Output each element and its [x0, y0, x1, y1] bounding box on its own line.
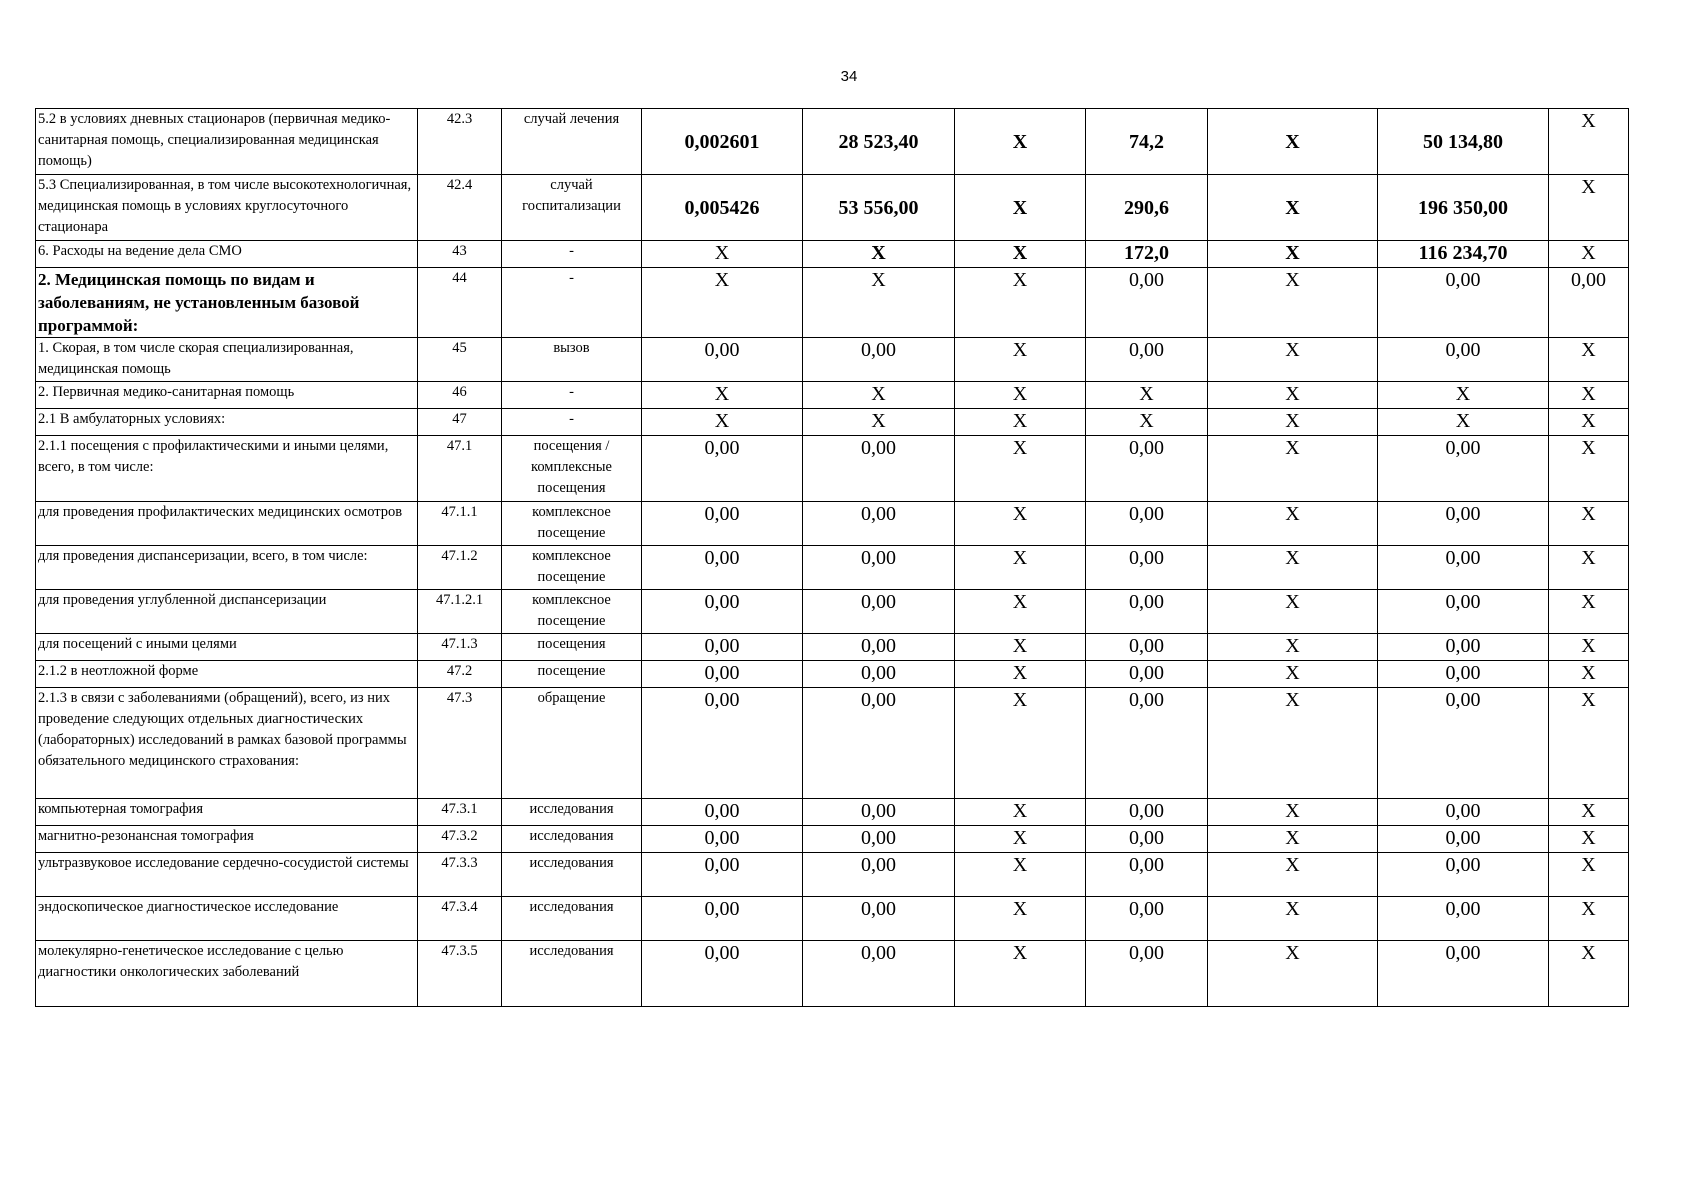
row-code: 47.3	[418, 688, 502, 799]
cell-col-4: 0,00	[1086, 268, 1208, 338]
row-name: 5.3 Специализированная, в том числе высокотехнологичная, медицинская помощь в условиях круглосуточного стационара	[36, 175, 418, 241]
cell-col-5: X	[1208, 634, 1378, 661]
table-row	[36, 826, 1629, 853]
row-name: для проведения углубленной диспансеризации	[36, 590, 418, 634]
cell-col-4: 0,00	[1086, 897, 1208, 941]
row-name: 2.1.2 в неотложной форме	[36, 661, 418, 688]
cell-col-2: 0,00	[803, 546, 955, 590]
cell-col-5: X	[1208, 338, 1378, 382]
cell-col-2: 0,00	[803, 941, 955, 1007]
cell-col-5: X	[1208, 853, 1378, 897]
row-name: для проведения профилактических медицинских осмотров	[36, 502, 418, 546]
cell-col-4: 0,00	[1086, 853, 1208, 897]
cell-col-7: X	[1549, 546, 1629, 590]
row-code: 47.3.2	[418, 826, 502, 853]
financing-table	[35, 108, 1629, 1007]
cell-col-4: 0,00	[1086, 436, 1208, 502]
cell-col-4: 0,00	[1086, 941, 1208, 1007]
cell-col-5: X	[1208, 175, 1378, 241]
cell-col-4: 0,00	[1086, 799, 1208, 826]
cell-col-7: X	[1549, 799, 1629, 826]
cell-col-4: 0,00	[1086, 338, 1208, 382]
cell-col-5: X	[1208, 109, 1378, 175]
table-row	[36, 502, 1629, 546]
row-code: 47.1.1	[418, 502, 502, 546]
row-unit: посещения	[502, 634, 642, 661]
cell-col-6: 0,00	[1378, 338, 1549, 382]
cell-col-1: 0,00	[642, 799, 803, 826]
cell-col-7: X	[1549, 826, 1629, 853]
cell-col-3: X	[955, 409, 1086, 436]
cell-col-1: 0,005426	[642, 175, 803, 241]
row-unit: исследования	[502, 826, 642, 853]
row-code: 47.1.2	[418, 546, 502, 590]
cell-col-6: 0,00	[1378, 661, 1549, 688]
cell-col-7: X	[1549, 109, 1629, 175]
cell-col-7: X	[1549, 241, 1629, 268]
row-code: 46	[418, 382, 502, 409]
cell-col-7: X	[1549, 634, 1629, 661]
cell-col-2: X	[803, 268, 955, 338]
cell-col-5: X	[1208, 590, 1378, 634]
cell-col-2: X	[803, 382, 955, 409]
row-unit: -	[502, 241, 642, 268]
cell-col-3: X	[955, 241, 1086, 268]
cell-col-5: X	[1208, 382, 1378, 409]
table-row	[36, 338, 1629, 382]
cell-col-4: 0,00	[1086, 634, 1208, 661]
cell-col-7: X	[1549, 688, 1629, 799]
cell-col-6: 116 234,70	[1378, 241, 1549, 268]
cell-col-6: 0,00	[1378, 826, 1549, 853]
cell-col-7: X	[1549, 436, 1629, 502]
table-row	[36, 941, 1629, 1007]
cell-col-2: X	[803, 409, 955, 436]
table-row	[36, 590, 1629, 634]
cell-col-1: 0,00	[642, 590, 803, 634]
table-row	[36, 634, 1629, 661]
cell-col-5: X	[1208, 241, 1378, 268]
cell-col-4: 290,6	[1086, 175, 1208, 241]
cell-col-2: 0,00	[803, 338, 955, 382]
row-unit: комплексное посещение	[502, 590, 642, 634]
row-unit: вызов	[502, 338, 642, 382]
row-unit: комплексное посещение	[502, 502, 642, 546]
cell-col-1: 0,00	[642, 897, 803, 941]
cell-col-6: X	[1378, 382, 1549, 409]
table-row	[36, 853, 1629, 897]
cell-col-6: 0,00	[1378, 268, 1549, 338]
cell-col-7: X	[1549, 382, 1629, 409]
cell-col-3: X	[955, 268, 1086, 338]
row-unit: посещения / комплексные посещения	[502, 436, 642, 502]
cell-col-5: X	[1208, 799, 1378, 826]
row-code: 47.3.3	[418, 853, 502, 897]
cell-col-5: X	[1208, 268, 1378, 338]
cell-col-2: 0,00	[803, 897, 955, 941]
cell-col-5: X	[1208, 688, 1378, 799]
cell-col-3: X	[955, 688, 1086, 799]
cell-col-6: 0,00	[1378, 941, 1549, 1007]
row-code: 47.1	[418, 436, 502, 502]
cell-col-1: 0,00	[642, 436, 803, 502]
row-code: 47.3.4	[418, 897, 502, 941]
cell-col-6: 0,00	[1378, 634, 1549, 661]
cell-col-6: 0,00	[1378, 897, 1549, 941]
cell-col-2: 0,00	[803, 661, 955, 688]
cell-col-2: 0,00	[803, 853, 955, 897]
cell-col-1: X	[642, 241, 803, 268]
cell-col-1: 0,00	[642, 941, 803, 1007]
cell-col-7: X	[1549, 409, 1629, 436]
table-row	[36, 688, 1629, 799]
cell-col-5: X	[1208, 941, 1378, 1007]
row-unit: случай госпитализации	[502, 175, 642, 241]
table-row	[36, 799, 1629, 826]
cell-col-2: 0,00	[803, 799, 955, 826]
cell-col-1: 0,00	[642, 634, 803, 661]
row-name: молекулярно-генетическое исследование с целью диагностики онкологических заболеваний	[36, 941, 418, 1007]
cell-col-2: 0,00	[803, 634, 955, 661]
cell-col-4: 74,2	[1086, 109, 1208, 175]
row-code: 47.3.5	[418, 941, 502, 1007]
cell-col-3: X	[955, 853, 1086, 897]
cell-col-3: X	[955, 590, 1086, 634]
cell-col-1: 0,00	[642, 502, 803, 546]
row-name: 1. Скорая, в том числе скорая специализированная, медицинская помощь	[36, 338, 418, 382]
row-code: 42.3	[418, 109, 502, 175]
cell-col-4: X	[1086, 382, 1208, 409]
cell-col-6: 50 134,80	[1378, 109, 1549, 175]
page-number: 34	[840, 68, 858, 85]
cell-col-7: X	[1549, 502, 1629, 546]
cell-col-3: X	[955, 661, 1086, 688]
cell-col-4: 0,00	[1086, 688, 1208, 799]
cell-col-1: 0,00	[642, 826, 803, 853]
cell-col-1: X	[642, 409, 803, 436]
cell-col-2: 0,00	[803, 590, 955, 634]
cell-col-4: 0,00	[1086, 826, 1208, 853]
cell-col-1: 0,00	[642, 688, 803, 799]
cell-col-7: X	[1549, 897, 1629, 941]
cell-col-5: X	[1208, 661, 1378, 688]
cell-col-7: X	[1549, 853, 1629, 897]
cell-col-3: X	[955, 109, 1086, 175]
row-unit: исследования	[502, 799, 642, 826]
cell-col-3: X	[955, 546, 1086, 590]
cell-col-4: 0,00	[1086, 546, 1208, 590]
cell-col-3: X	[955, 941, 1086, 1007]
row-code: 47	[418, 409, 502, 436]
cell-col-7: 0,00	[1549, 268, 1629, 338]
table-row	[36, 436, 1629, 502]
cell-col-2: X	[803, 241, 955, 268]
row-name: для посещений с иными целями	[36, 634, 418, 661]
cell-col-5: X	[1208, 897, 1378, 941]
cell-col-6: 0,00	[1378, 546, 1549, 590]
row-name: 2. Медицинская помощь по видам и заболеваниям, не установленным базовой программой:	[36, 268, 418, 338]
cell-col-7: X	[1549, 941, 1629, 1007]
cell-col-4: 172,0	[1086, 241, 1208, 268]
cell-col-3: X	[955, 382, 1086, 409]
row-code: 45	[418, 338, 502, 382]
cell-col-6: 0,00	[1378, 799, 1549, 826]
row-name: компьютерная томография	[36, 799, 418, 826]
row-code: 42.4	[418, 175, 502, 241]
cell-col-1: 0,00	[642, 546, 803, 590]
cell-col-4: 0,00	[1086, 661, 1208, 688]
row-code: 47.1.2.1	[418, 590, 502, 634]
cell-col-1: 0,00	[642, 338, 803, 382]
cell-col-7: X	[1549, 338, 1629, 382]
row-code: 47.1.3	[418, 634, 502, 661]
row-unit: обращение	[502, 688, 642, 799]
row-code: 47.2	[418, 661, 502, 688]
row-unit: случай лечения	[502, 109, 642, 175]
cell-col-6: 0,00	[1378, 590, 1549, 634]
cell-col-1: X	[642, 382, 803, 409]
row-unit: -	[502, 268, 642, 338]
table-row	[36, 409, 1629, 436]
cell-col-4: X	[1086, 409, 1208, 436]
cell-col-6: 196 350,00	[1378, 175, 1549, 241]
row-name: 5.2 в условиях дневных стационаров (первичная медико-санитарная помощь, специализированная медицинская помощь)	[36, 109, 418, 175]
cell-col-5: X	[1208, 502, 1378, 546]
cell-col-2: 0,00	[803, 826, 955, 853]
cell-col-2: 28 523,40	[803, 109, 955, 175]
cell-col-7: X	[1549, 175, 1629, 241]
cell-col-5: X	[1208, 546, 1378, 590]
cell-col-3: X	[955, 175, 1086, 241]
row-name: для проведения диспансеризации, всего, в том числе:	[36, 546, 418, 590]
cell-col-3: X	[955, 897, 1086, 941]
cell-col-3: X	[955, 502, 1086, 546]
cell-col-3: X	[955, 799, 1086, 826]
row-unit: -	[502, 382, 642, 409]
row-name: 2.1.1 посещения с профилактическими и иными целями, всего, в том числе:	[36, 436, 418, 502]
cell-col-3: X	[955, 436, 1086, 502]
table-row	[36, 382, 1629, 409]
cell-col-3: X	[955, 338, 1086, 382]
row-name: 6. Расходы на ведение дела СМО	[36, 241, 418, 268]
cell-col-2: 0,00	[803, 688, 955, 799]
cell-col-5: X	[1208, 826, 1378, 853]
row-unit: исследования	[502, 897, 642, 941]
cell-col-3: X	[955, 634, 1086, 661]
cell-col-6: 0,00	[1378, 502, 1549, 546]
row-code: 47.3.1	[418, 799, 502, 826]
cell-col-3: X	[955, 826, 1086, 853]
table-row	[36, 546, 1629, 590]
table-row	[36, 175, 1629, 241]
cell-col-1: X	[642, 268, 803, 338]
cell-col-5: X	[1208, 436, 1378, 502]
row-unit: исследования	[502, 853, 642, 897]
table-row	[36, 268, 1629, 338]
cell-col-2: 0,00	[803, 502, 955, 546]
row-code: 44	[418, 268, 502, 338]
row-name: ультразвуковое исследование сердечно-сосудистой системы	[36, 853, 418, 897]
cell-col-2: 53 556,00	[803, 175, 955, 241]
table-row	[36, 109, 1629, 175]
row-name: 2. Первичная медико-санитарная помощь	[36, 382, 418, 409]
row-unit: исследования	[502, 941, 642, 1007]
cell-col-6: 0,00	[1378, 853, 1549, 897]
cell-col-4: 0,00	[1086, 502, 1208, 546]
cell-col-1: 0,00	[642, 661, 803, 688]
row-unit: -	[502, 409, 642, 436]
cell-col-6: X	[1378, 409, 1549, 436]
cell-col-7: X	[1549, 590, 1629, 634]
cell-col-2: 0,00	[803, 436, 955, 502]
row-name: эндоскопическое диагностическое исследование	[36, 897, 418, 941]
row-name: 2.1 В амбулаторных условиях:	[36, 409, 418, 436]
table-row	[36, 241, 1629, 268]
row-name: 2.1.3 в связи с заболеваниями (обращений), всего, из них проведение следующих отдельных диагностических (лабораторных) исследований в рамках базовой программы обязательного медицинского страхования:	[36, 688, 418, 799]
cell-col-6: 0,00	[1378, 688, 1549, 799]
row-name: магнитно-резонансная томография	[36, 826, 418, 853]
row-unit: комплексное посещение	[502, 546, 642, 590]
cell-col-4: 0,00	[1086, 590, 1208, 634]
table-row	[36, 897, 1629, 941]
cell-col-6: 0,00	[1378, 436, 1549, 502]
row-code: 43	[418, 241, 502, 268]
table-row	[36, 661, 1629, 688]
cell-col-1: 0,00	[642, 853, 803, 897]
cell-col-7: X	[1549, 661, 1629, 688]
cell-col-5: X	[1208, 409, 1378, 436]
cell-col-1: 0,002601	[642, 109, 803, 175]
row-unit: посещение	[502, 661, 642, 688]
